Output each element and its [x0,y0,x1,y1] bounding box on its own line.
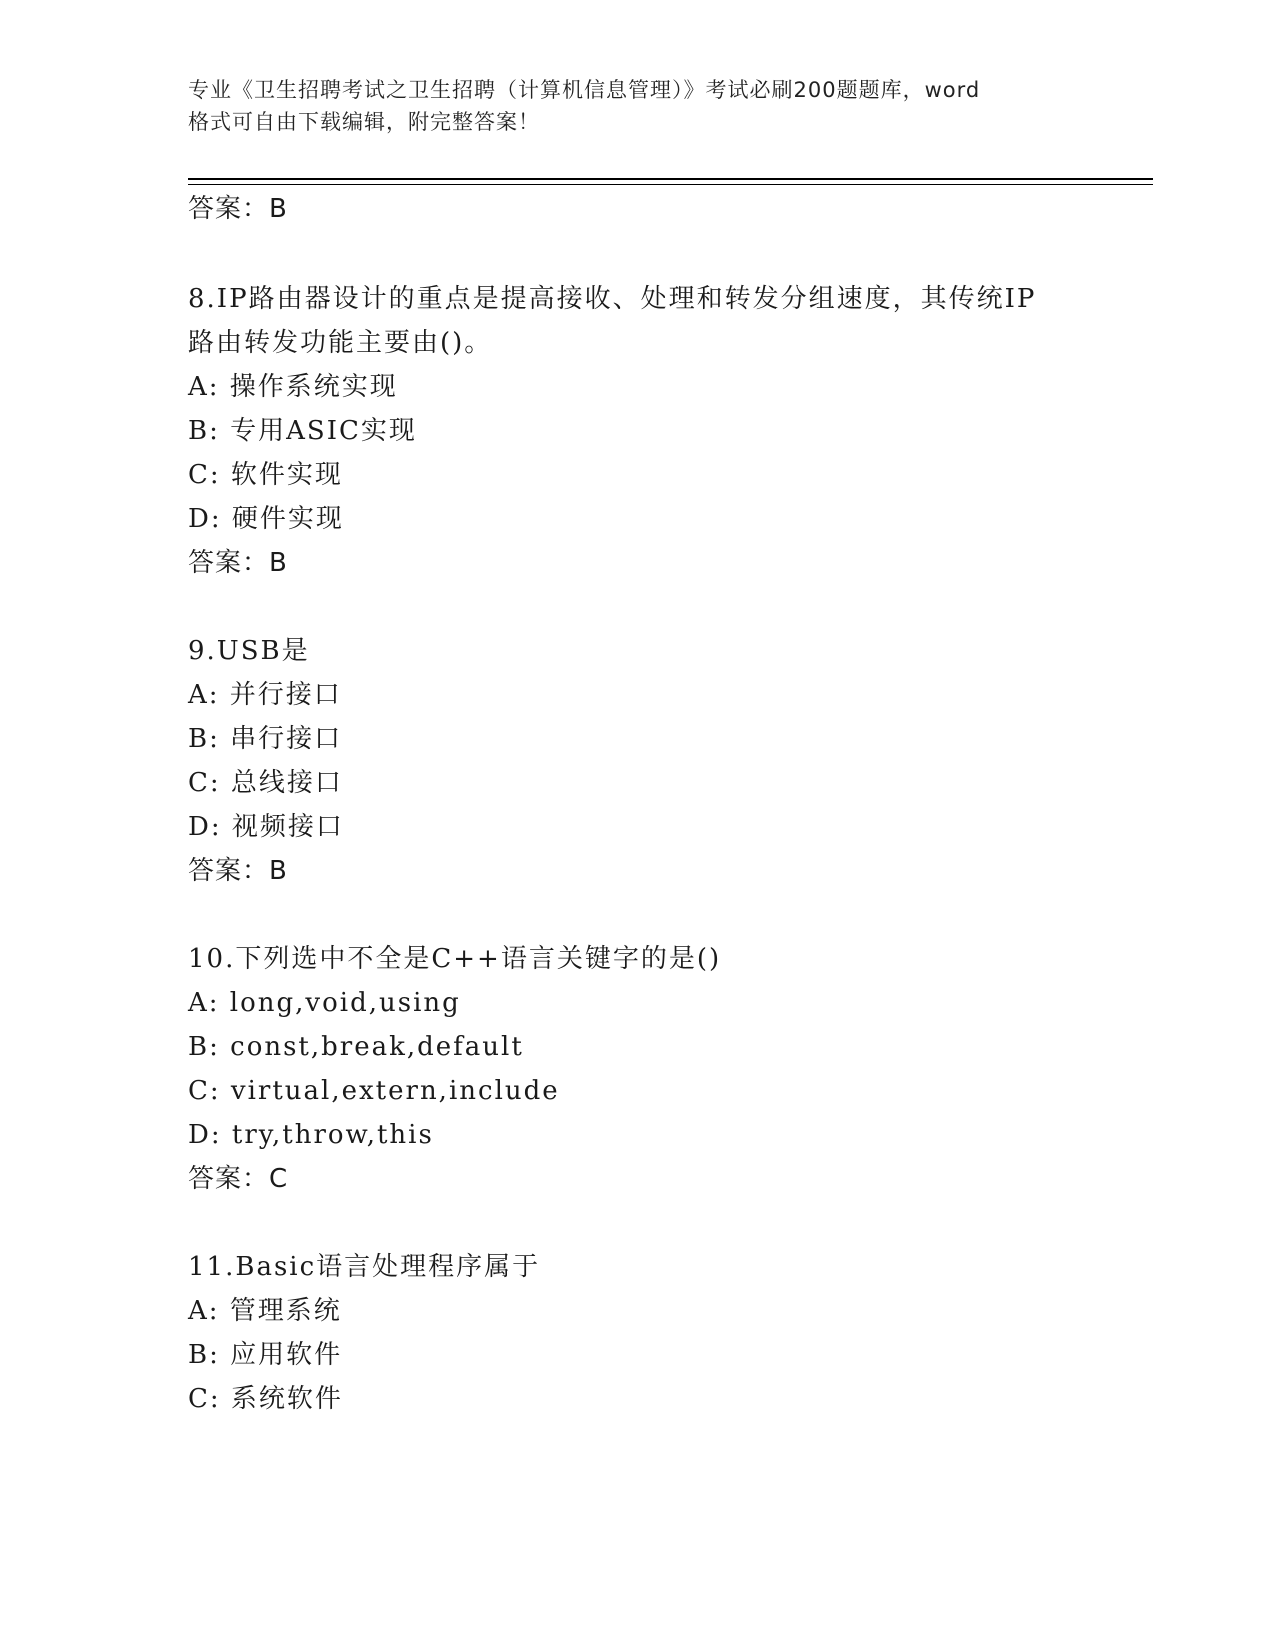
option-c: C: 软件实现 [188,460,343,490]
option-d: D: 视频接口 [188,812,344,842]
answer: 答案：C [188,1164,289,1194]
option-a: A: long,void,using [188,988,461,1018]
question-stem: 10.下列选中不全是C++语言关键字的是() [188,944,722,974]
question-stem: 路由转发功能主要由()。 [188,328,493,358]
option-b: B: const,break,default [188,1032,524,1062]
option-c: C: 系统软件 [188,1384,343,1414]
option-b: B: 串行接口 [188,724,343,754]
option-a: A: 管理系统 [188,1296,342,1326]
document-header [188,74,1088,138]
question-stem: 9.USB是 [188,636,310,666]
option-a: A: 并行接口 [188,680,342,710]
option-d: D: 硬件实现 [188,504,344,534]
answer: 答案：B [188,548,288,578]
answer: 答案：B [188,856,288,886]
header-line-2: 格式可自由下载编辑，附完整答案！ [188,110,540,134]
option-c: C: 总线接口 [188,768,343,798]
question-stem: 11.Basic语言处理程序属于 [188,1252,541,1282]
header-divider-thin [188,184,1153,185]
header-line-1: 专业《卫生招聘考试之卫生招聘（计算机信息管理）》考试必刷200题题库，word [188,78,981,102]
previous-answer: 答案：B [188,194,288,224]
header-divider-thick [188,178,1153,180]
option-c: C: virtual,extern,include [188,1076,560,1106]
option-a: A: 操作系统实现 [188,372,398,402]
option-b: B: 专用ASIC实现 [188,416,417,446]
option-b: B: 应用软件 [188,1340,343,1370]
question-stem: 8.IP路由器设计的重点是提高接收、处理和转发分组速度，其传统IP [188,284,1037,314]
option-d: D: try,throw,this [188,1120,434,1150]
